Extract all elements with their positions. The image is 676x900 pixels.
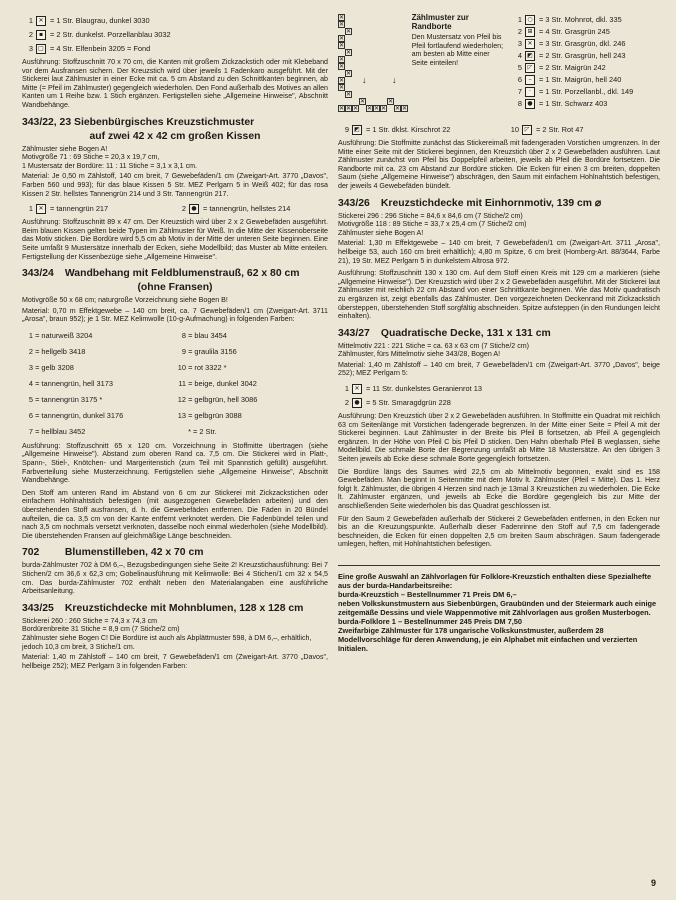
chart-cell: ✕	[346, 29, 352, 35]
chart-cell: ✕	[339, 106, 345, 112]
grid-symbol-icon: ⊞	[525, 27, 535, 37]
legend-item: 2 ● = 5 Str. Smaragdgrün 228	[344, 397, 451, 407]
chart-cell: ✕	[353, 106, 359, 112]
execution-text: Ausführung: Stoffzuschnitt 89 x 47 cm. Der Kreuzstich wird über 2 x 2 Gewebefäden ausgeführt. Beim blauen Kissen gelten beide Typen im Zählmuster für Weiß. In die Mitte der Kissenoberseite das Motiv sticken. Die Bordüre wird 5,5 cm ab Motiv in der Mitte der unteren Seite beginnen. Eine Seite umfaßt 9 Mustersätze innerhalb der Ecken, siehe Modellbild; das Muster ab Mitte enteilen. Fertigstellung der Kissenbezüge siehe „Allgemeine Hinweise".	[22, 218, 328, 261]
page-number: 9	[650, 878, 656, 889]
cross-symbol-icon: ✕	[36, 204, 46, 214]
chart-cell: ✕	[346, 71, 352, 77]
intro-text: Ausführung: Stoffzuschnitt 70 x 70 cm, die Kanten mit großem Zickzackstich oder mit Klebeband vor dem Ausfransen sichern. Der Kreuzstich wird über jeweils 1 Fadenkaro ausgeführt. Mit der Stickerei laut Zählmuster in einer Ecke mit ca. 5 cm Abstand zu den Schnittkanten beginnen, ab Mitte (= Pfeil im Zählmuster) gegengleich wiederholen. Den Fond außerhalb des Motives an allen Kanten um 1 Reihe bzw. 1 Stich ergänzen. Fertigstellen siehe „Allgemeine Hinweise", Abschnitt Wandbehänge.	[22, 58, 328, 109]
advertisement-box: Eine große Auswahl an Zählvorlagen für Folklore-Kreuzstich enthalten diese Spezialhefte aus der burda-Handarbeitsreihe: burda-Kreuzstich – Bestellnummer 71 Preis DM 6,– neben Volkskunstmustern aus Siebenbürgen, Graubünden und der Steiermark auch einige zeitgemäße Dessins und viele Wappenmotive mit Zählvorlagen aus großen Musterbogen. burda-Folklore 1 – Bestellnummer 245 Preis DM 7,50 Zweifarbige Zählmuster für 178 ungarische Volkskunstmuster, außerdem 28 Modellvorschläge für deren Anwendung, je ein Alphabet mit einfachen und verzierten Initialen.	[338, 565, 660, 653]
section-heading: 343/26 Kreuzstichdecke mit Einhornmotiv, 139 cm ⌀	[338, 197, 602, 209]
chart-legend-area	[338, 14, 660, 119]
dot-symbol-icon: ●	[189, 204, 199, 214]
left-column: 1 ✕ = 1 Str. Blaugrau, dunkel 3030 2 ▪ = 2 Str. dunkelst. Porzellanblau 3032 3 □ = 4 Str. Elfenbein 3205 = Fond Ausführung: Stoffzuschnitt 70 x 70 cm, die Kanten mit großem Zickzackstich oder mit Klebeband vor dem Ausfransen sichern. Der Kreuzstich wird über jeweils 1 Fadenkaro ausgeführt. Mit der Stickerei laut Zählmuster in einer Ecke mit ca. 5 cm Abstand zu den Schnittkanten beginnen, ab Mitte (= Pfeil im Zählmuster) gegengleich wiederholen. Den Fond außerhalb des Motives an allen Kanten um 1 Reihe bzw. 1 Stich ergänzen. Fertigstellen siehe „Allgemeine Hinweise", Abschnitt Wandbehänge. 343/22, 23 Siebenbürgisches Kreuzstichmuster auf zwei 42 x 42 cm großen Kissen Zählmuster siehe Bogen A! Motivgröße 71 : 69 Stiche = 20,3 x 19,7 cm, 1 Mustersatz der Bordüre: 11 : 11 Stiche = 3,1 x 3,1 cm. Material: Je 0,50 m Zählstoff, 140 cm breit, 7 Gewebefäden/1 cm (Zweigart-Art. 3770 „Davos", Farben 560 und 993); für das blaue Kissen 5 Str. MEZ Perlgarn 5 in Weiß 402; für das rosa Kissen 2 Str. hellstes Tannengrün 214 und 3 Str. Tannengrün 217. 1 ✕ = tannengrün 217 2 ● = tannengrün, hellstes 214 Ausführung: Stoffzuschnitt 89 x 47 cm. Der Kreuzstich wird über 2 x 2 Gewebefäden ausgeführt. Beim blauen Kissen gelten beide Typen im Zählmuster für Weiß. In die Mitte der Kissenoberseite das Motiv sticken. Die Bordüre wird 5,5 cm ab Motiv in der Mitte der unteren Seite beginnen. Eine Seite umfaßt 9 Mustersätze innerhalb der Ecken, siehe Modellbild; das Muster ab Mitte enteilen. Fertigstellung der Kissenbezüge siehe „Allgemeine Hinweise". 343/24 Wandbehang mit Feldblumenstrauß, 62 x 80 cm (ohne Fransen) Motivgröße 50 x 68 cm; naturgroße Vorzeichnung siehe Bogen B! Material: 0,70 m Effektgewebe – 140 cm breit, ca. 7 Gewebefäden/1 cm (Zweigart-Art. 3711 „Arosa", braun 952); je 1 Str. MEZ Kelimwolle (10-g-Aufmachung) in folgenden Farben: 1 = naturweiß 3204 8 = blau 3454 2 = hellgelb 3418 9 = graulila 3156 3 = gelb 3208 10 = rot 3322 * 4 = tannengrün, hell 3173 11 = beige, dunkel 3042 5 = tannengrün 3175 * 12 = gelbgrün, hell 3086 6 = tannengrün, dunkel 3176 13 = gelbgrün 3088 7 = hellblau 3452 * = 2 Str. Ausführung: Stoffzuschnitt 65 x 120 cm. Vorzeichnung in Stoffmitte übertragen (siehe „Allgemeine Hinweise"). Abstand zum oberen Rand ca. 7,5 cm. Die Stickerei wird in Platt-, Spann-, Stiel-, Knötchen- und Margeritenstich (zum Teil mit Spannstich gefüllt) ausgeführt. Farbverteilung siehe Musterzeichnung. Fertigstellen siehe „Allgemeine Hinweise", Abschnitt Wandbehänge. Den Stoff am unteren Rand im Abstand von 6 cm zur Stickerei mit Zickzackstichen oder einfachem Hohlnahtstich befestigen (mit ausgezogenen Gewebefäden arbeiten) und den überstehenden Stoff ausfransen, d. h. die Gewebefäden entfernen. Die Fäden in 20 Bündel aufteilen, die ca. 3,5 cm von der Kante entfernt verknotet werden. Die Fadenbündel teilen und nach 3,5 cm nochmals versetzt verknoten, dasselbe noch einmal wiederholen (siehe Modellbild). Die überstehenden Fransen auf gleichmäßige Länge beschneiden. 702 Blumenstilleben, 42 x 70 cm burda-Zählmuster 702 à DM 6,–, Bezugsbedingungen siehe Seite 2! Kreuzstichausführung: Bei 7 Stichen/2 cm 36,6 x 62,3 cm; Gobelinausführung mit Kelimwolle: Bei 4 Stichen/1 cm 32 x 54,5 cm. Das burda-Zählmuster 702 enthält neben den Materialangaben eine ausführliche Arbeitsanleitung. 343/25 Kreuzstichdecke mit Mohnblumen, 128 x 128 cm Stickerei 260 : 260 Stiche = 74,3 x 74,3 cm Bordürenbreite 31 Stiche = 8,9 cm (7 Stiche/2 cm) Zählmuster siehe Bogen C! Die Bordüre ist auch als Abplättmuster 598, à DM 6,–, erhältlich, jedoch 10,3 cm breit, 3 Stiche/1 cm. Material: 1,40 m Zählstoff – 140 cm breit, 7 Gewebefäden/1 cm (Zweigart-Art. 3770 „Davos", hellbeige 252); MEZ Perlgarn 3 in folgenden Farben:	[22, 15, 328, 670]
legend-row: 9 ◩ = 1 Str. dklst. Kirschrot 22 10 ◸ = 2 Str. Rot 47	[344, 124, 584, 134]
dot-small-symbol-icon: ·	[525, 87, 535, 97]
diagonal-symbol-icon: ◸	[522, 125, 532, 135]
diagonal-symbol-icon: ◸	[525, 63, 535, 73]
legend-item: 1 ✕ = 1 Str. Blaugrau, dunkel 3030	[28, 15, 150, 25]
section-heading: 343/22, 23 Siebenbürgisches Kreuzstichmuster	[22, 116, 255, 128]
material-text: Material: 1,30 m Effektgewebe – 140 cm breit, 7 Gewebefäden/1 cm (Zweigart-Art. 3711 „Arosa", hellbeige 53, auch 160 cm breit erhältlich); 4,80 m Spitze, 6 cm breit (Homberg-Art. 88/3644, Farbe 21), 19 Str. MEZ Perlgarn 5 in dunkelstem Altrosa 972.	[338, 239, 660, 265]
execution-text: Den Stoff am unteren Rand im Abstand von 6 cm zur Stickerei mit Zickzackstichen oder einfachem Hohlnahtstich befestigen (mit ausgezogenen Gewebefäden arbeiten) und den überstehenden Stoff ausfransen, d. h. die Gewebefäden entfernen. Die Fäden in 20 Bündel aufteilen, die ca. 3,5 cm von der Kante entfernt verknotet werden. Die Fadenbündel teilen und nach 3,5 cm nochmals versetzt verknoten, dasselbe noch einmal wiederholen (siehe Modellbild). Die überstehenden Fransen auf gleichmäßige Länge beschneiden.	[22, 488, 328, 540]
chart-cell: ✕	[402, 106, 408, 112]
arrow-down-icon: ↓	[362, 75, 367, 85]
chart-cell: ✕	[339, 22, 345, 28]
section-heading: 702 Blumenstilleben, 42 x 70 cm	[22, 547, 204, 559]
section-heading: 343/25 Kreuzstichdecke mit Mohnblumen, 128 x 128 cm	[22, 602, 304, 614]
cross-symbol-icon: ✕	[525, 39, 535, 49]
chart-cell: ✕	[339, 85, 345, 91]
legend-item: 1 ✕ = 11 Str. dunkelstes Geranienrot 13	[344, 383, 482, 393]
color-list: 1 = naturweiß 3204 8 = blau 3454 2 = hellgelb 3418 9 = graulila 3156 3 = gelb 3208 10 = rot 3322 * 4 = tannengrün, hell 3173 11 = beige, dunkel 3042 5 = tannengrün 3175 * 12 = gelbgrün, hell 3086 6 = tannengrün, dunkel 3176 13 = gelbgrün 3088 7 = hellblau 3452 * = 2 Str.	[28, 330, 258, 436]
chart-cell: ✕	[360, 99, 366, 105]
chart-cell: ✕	[339, 36, 345, 42]
section-subtitle: (ohne Fransen)	[137, 282, 213, 294]
execution-text: Die Bordüre längs des Saumes wird 22,5 cm ab Mittelmotiv begonnen, exakt sind es 158 Gewebefäden. Man beginnt in Seitenmitte mit dem Motiv lt. Zählmuster (Pfeil = Mitte). Das 1. Herz folgt lt. Zählmuster, die übrigen 4 Herzen sind nach je 13mal 3 Kreuzstichen zu wiederholen. Die Ecke lt. Zählmuster ergänzen, und jeweils ab Ecke die Bordüre gegengleich bis zur Mitte der anschließenden Seite wiederholen bis das Quadrat geschlossen ist.	[338, 467, 660, 510]
chart-cell: ✕	[339, 15, 345, 21]
circle-symbol-icon: ○	[525, 15, 535, 25]
chart-cell: ✕	[346, 92, 352, 98]
chart-cell: ✕	[395, 106, 401, 112]
arrow-down-icon: ↓	[392, 75, 397, 85]
chart-cell: ✕	[339, 57, 345, 63]
half-square-symbol-icon: ◩	[525, 51, 535, 61]
execution-text: Für den Saum 2 Gewebefäden außerhalb der Stickerei 2 Gewebefäden entfernen, in den Ecken nur bis an die Kreuzungspunkte. Außerhalb dieser Fadenrinne den Stoff auf 7,5 cm fadengerade beschneiden, die Ecken für einen doppelten 2,5 cm breiten Saum abschrägen. Saum fadengerade umlegen, heften, mit Hohlnahtstichen befestigen.	[338, 514, 660, 549]
execution-text: Ausführung: Die Stoffmitte zunächst das Stickereimaß mit fadengeraden Vorstichen umgrenzen. In der Mitte einer Seite mit der Stickerei beginnen, den Kreuzstich über 2 x 2 Gewebefäden ausführen. Laut Zählmuster zunächst von Pfeil bis Doppelpfeil arbeiten, jeweils ab Pfeil die Bordüre fortsetzen. Die Randborte mit ca. 23 cm Abstand zur Bordüre sticken. Die Ecken für einen 3 cm breiten, doppelten Saum (siehe „Allgemeine Hinweise") abschrägen, den Saum mit einfachem Hohlnahtstich befestigen, der jeweils 4 Gewebefäden bündelt.	[338, 139, 660, 190]
chart-cell: ✕	[374, 106, 380, 112]
dot-symbol-icon: ●	[352, 398, 362, 408]
chart-title: Zählmuster zur Randborte	[411, 13, 469, 31]
divider	[338, 565, 660, 566]
material-text: Material: Je 0,50 m Zählstoff, 140 cm breit, 7 Gewebefäden/1 cm (Zweigart-Art. 3770 „Davos", Farben 560 und 993); für das blaue Kissen 5 Str. MEZ Perlgarn 5 in Weiß 402; für das rosa Kissen 2 Str. hellstes Tannengrün 214 und 3 Str. Tannengrün 217.	[22, 172, 328, 198]
execution-text: Ausführung: Stoffzuschnitt 130 x 130 cm. Auf dem Stoff einen Kreis mit 129 cm ⌀ markieren (siehe „Allgemeine Hinweise"). Der Kreuzstich wird über 2 x 2 Gewebefäden ausgeführt. Mit der Stickerei laut Zählmuster mit reichlich 22 cm Abstand von einer Schnittkante beginnen. Wie das Motiv quadratisch zu ergänzen ist, zeigt ebenfalls das Zählmuster. Den vorgezeichneten Deckenrand mit Zickzackstich übersteppen, überstehenden Stoff sorgfältig abschneiden. Spitze aufsteppen (in den Rundungen leicht einhalten).	[338, 269, 660, 321]
dot-symbol-icon: ●	[525, 99, 535, 109]
material-text: Material: 1,40 m Zählstoff – 140 cm breit, 7 Gewebefäden/1 cm (Zweigart-Art. 3770 „Davos", hellbeige 252); MEZ Perlgarn 3 in folgenden Farben:	[22, 653, 328, 670]
chart-description: Zählmuster zur Randborte Den Mustersatz von Pfeil bis Pfeil fortlaufend wiederholen; am besten ab Mitte einer Seite einteilen!	[412, 14, 507, 119]
chart-cell: ✕	[388, 99, 394, 105]
execution-text: Ausführung: Stoffzuschnitt 65 x 120 cm. Vorzeichnung in Stoffmitte übertragen (siehe „Allgemeine Hinweise"). Abstand zum oberen Rand ca. 7,5 cm. Die Stickerei wird in Platt-, Spann-, Stiel-, Knötchen- und Margeritenstich (zum Teil mit Spannstich gefüllt) ausgeführt. Farbverteilung siehe Musterzeichnung. Fertigstellen siehe „Allgemeine Hinweise", Abschnitt Wandbehänge.	[22, 441, 328, 485]
material-text: Material: 0,70 m Effektgewebe – 140 cm breit, ca. 7 Gewebefäden/1 cm (Zweigart-Art. 3711 „Arosa", braun 952); je 1 Str. MEZ Kelimwolle (10-g-Aufmachung) in folgenden Farben:	[22, 306, 328, 324]
legend-row: 1 ✕ = tannengrün 217 2 ● = tannengrün, hellstes 214	[28, 203, 291, 213]
section-heading: 343/27 Quadratische Decke, 131 x 131 cm	[338, 327, 551, 339]
chart-cell: ✕	[346, 106, 352, 112]
legend-item: 3 □ = 4 Str. Elfenbein 3205 = Fond	[28, 43, 151, 53]
material-text: Material: 1,40 m Zählstoff – 140 cm breit, 7 Gewebefäden/1 cm (Zweigart-Art. 3770 „Davos", beige 252); MEZ Perlgarn 5:	[338, 360, 660, 378]
execution-text: Ausführung: Den Kreuzstich über 2 x 2 Gewebefäden ausführen. In Stoffmitte ein Quadrat mit reichlich 63 cm Seitenlänge mit Vorstichen fadengerade begrenzen. In der Mitte einer Seite = Pfeil A mit der Stickerei beginnen. Laut Zählmuster in der Breite bis Pfeil B fortsetzen, ab Pfeil A gegengleich ergänzen. In der Höhe von Pfeil C bis Pfeil D sticken. Den Hahn oberhalb Pfeil B weglassen, siehe Modellbild. Die schmale Borte der Begrenzung umfaßt ab Mitte 18 Mustersätze. An den übrigen 3 Seiten jeweils ab Ecke diese schmale Borte gegengleich fortsetzen.	[338, 412, 660, 464]
chart-cell: ✕	[346, 50, 352, 56]
cross-symbol-icon: ✕	[352, 384, 362, 394]
cross-symbol-icon: ✕	[36, 16, 46, 26]
legend-item: 2 ▪ = 2 Str. dunkelst. Porzellanblau 3032	[28, 29, 171, 39]
right-column: ✕ ✕ ✕ ✕ ✕ ✕ ✕ ✕ ✕ ✕ ✕ ✕ ✕ ✕ ✕ ✕ ✕ ✕ ✕ ✕ ✕ ✕ ↓ ↓ Zählmuster zur Randborte Den Mustersatz von Pfeil bis Pfeil fortlaufend wiederholen; am besten ab Mitte einer Seite einteilen! 1 ○ = 3 Str. Mohnrot, dkl. 335 2 ⊞ = 4 Str. Grasgrün 245 3 ✕ = 3 Str. Grasgrün, dkl. 246 4 ◩ = 2 Str. Grasgrün, hell 243 5 ◸ = 2 Str. Maigrün 242 6 – = 1 Str. Maigrün, hell 240 7 · = 1 Str. Porzellanbl., dkl. 149 8 ● = 1 Str. Schwarz 403 9 ◩ = 1 Str. dklst. Kirschrot 22 10 ◸ = 2 Str. Rot 47 Ausführung: Die Stoffmitte zunächst das Stickereimaß mit fadengeraden Vorstichen umgrenzen. In der Mitte einer Seite mit der Stickerei beginnen, den Kreuzstich über 2 x 2 Gewebefäden ausführen. Laut Zählmuster zunächst von Pfeil bis Doppelpfeil arbeiten, jeweils ab Pfeil die Bordüre fortsetzen. Die Randborte mit ca. 23 cm Abstand zur Bordüre sticken. Die Ecken für einen 3 cm breiten, doppelten Saum (siehe „Allgemeine Hinweise") abschrägen, den Saum mit einfachem Hohlnahtstich befestigen, der jeweils 4 Gewebefäden bündelt. 343/26 Kreuzstichdecke mit Einhornmotiv, 139 cm ⌀ Stickerei 296 : 296 Stiche = 84,6 x 84,6 cm (7 Stiche/2 cm) Motivgröße 118 : 89 Stiche = 33,7 x 25,4 cm (7 Stiche/2 cm) Zählmuster siehe Bogen A! Material: 1,30 m Effektgewebe – 140 cm breit, 7 Gewebefäden/1 cm (Zweigart-Art. 3711 „Arosa", hellbeige 53, auch 160 cm breit erhältlich); 4,80 m Spitze, 6 cm breit (Homberg-Art. 88/3644, Farbe 21), 19 Str. MEZ Perlgarn 5 in dunkelstem Altrosa 972. Ausführung: Stoffzuschnitt 130 x 130 cm. Auf dem Stoff einen Kreis mit 129 cm ⌀ markieren (siehe „Allgemeine Hinweise"). Der Kreuzstich wird über 2 x 2 Gewebefäden ausgeführt. Mit der Stickerei laut Zählmuster mit reichlich 22 cm Abstand von einer Schnittkante beginnen. Wie das Motiv quadratisch zu ergänzen ist, zeigt ebenfalls das Zählmuster. Den vorgezeichneten Deckenrand mit Zickzackstich übersteppen, überstehenden Stoff sorgfältig abschneiden. Spitze aufsteppen (in den Rundungen leicht einhalten). 343/27 Quadratische Decke, 131 x 131 cm Mittelmotiv 221 : 221 Stiche = ca. 63 x 63 cm (7 Stiche/2 cm) Zählmuster, fürs Mittelmotiv siehe 343/28, Bogen A! Material: 1,40 m Zählstoff – 140 cm breit, 7 Gewebefäden/1 cm (Zweigart-Art. 3770 „Davos", beige 252); MEZ Perlgarn 5: 1 ✕ = 11 Str. dunkelstes Geranienrot 13 2 ● = 5 Str. Smaragdgrün 228 Ausführung: Den Kreuzstich über 2 x 2 Gewebefäden ausführen. In Stoffmitte ein Quadrat mit reichlich 63 cm Seitenlänge mit Vorstichen fadengerade begrenzen. In der Mitte einer Seite = Pfeil A mit der Stickerei beginnen. Laut Zählmuster in der Breite bis Pfeil B fortsetzen, ab Pfeil A gegengleich ergänzen. In der Höhe von Pfeil C bis Pfeil D sticken. Den Hahn oberhalb Pfeil B weglassen, siehe Modellbild. Die schmale Borte der Begrenzung umfaßt ab Mitte 18 Mustersätze. An den übrigen 3 Seiten jeweils ab Ecke diese schmale Borte gegengleich fortsetzen. Die Bordüre längs des Saumes wird 22,5 cm ab Mittelmotiv begonnen, exakt sind es 158 Gewebefäden. Man beginnt in Seitenmitte mit dem Motiv lt. Zählmuster (Pfeil = Mitte). Das 1. Herz folgt lt. Zählmuster, die übrigen 4 Herzen sind nach je 13mal 3 Kreuzstichen zu wiederholen. Die Ecke lt. Zählmuster ergänzen, und jeweils ab Ecke die Bordüre gegengleich bis zur Mitte der anschließenden Seite wiederholen bis das Quadrat geschlossen ist. Für den Saum 2 Gewebefäden außerhalb der Stickerei 2 Gewebefäden entfernen, in den Ecken nur bis an die Kreuzungspunkte. Außerhalb dieser Fadenrinne den Stoff auf 7,5 cm fadengerade beschneiden, die Ecken für einen doppelten 2,5 cm breiten Saum abschrägen. Saum fadengerade umlegen, heften, mit Hohlnahtstichen befestigen. Eine große Auswahl an Zählvorlagen für Folklore-Kreuzstich enthalten diese Spezialhefte aus der burda-Handarbeitsreihe: burda-Kreuzstich – Bestellnummer 71 Preis DM 6,– neben Volkskunstmustern aus Siebenbürgen, Graubünden und der Steiermark auch einige zeitgemäße Dessins und viele Wappenmotive mit Zählvorlagen aus großen Musterbogen. burda-Folklore 1 – Bestellnummer 245 Preis DM 7,50 Zweifarbige Zählmuster für 178 ungarische Volkskunstmuster, außerdem 28 Modellvorschläge für deren Anwendung, je ein Alphabet mit einfachen und verzierten Initialen.	[338, 13, 660, 653]
half-square-symbol-icon: ◩	[352, 125, 362, 135]
chart-cell: ✕	[339, 64, 345, 70]
chart-cell: ✕	[367, 106, 373, 112]
section-subtitle: auf zwei 42 x 42 cm großen Kissen	[89, 130, 261, 142]
empty-square-symbol-icon: □	[36, 44, 46, 54]
top-legend	[22, 14, 328, 56]
dash-symbol-icon: –	[525, 75, 535, 85]
section-heading: 343/24 Wandbehang mit Feldblumenstrauß, 62 x 80 cm	[22, 268, 300, 280]
square-symbol-icon: ▪	[36, 30, 46, 40]
border-chart	[338, 14, 408, 119]
section-text: burda-Zählmuster 702 à DM 6,–, Bezugsbedingungen siehe Seite 2! Kreuzstichausführung: Bei 7 Stichen/2 cm 36,6 x 62,3 cm; Gobelinausführung mit Kelimwolle: Bei 4 Stichen/1 cm 32 x 54,5 cm. Das burda-Zählmuster 702 enthält neben den Materialangaben eine ausführliche Arbeitsanleitung.	[22, 561, 328, 596]
chart-cell: ✕	[339, 78, 345, 84]
chart-cell: ✕	[339, 43, 345, 49]
chart-cell: ✕	[381, 106, 387, 112]
color-legend: 1 ○ = 3 Str. Mohnrot, dkl. 335 2 ⊞ = 4 Str. Grasgrün 245 3 ✕ = 3 Str. Grasgrün, dkl. 246 4 ◩ = 2 Str. Grasgrün, hell 243 5 ◸ = 2 Str. Maigrün 242 6 – = 1 Str. Maigrün, hell 240 7 · = 1 Str. Porzellanbl., dkl. 149 8 ● = 1 Str. Schwarz 403	[517, 14, 634, 108]
